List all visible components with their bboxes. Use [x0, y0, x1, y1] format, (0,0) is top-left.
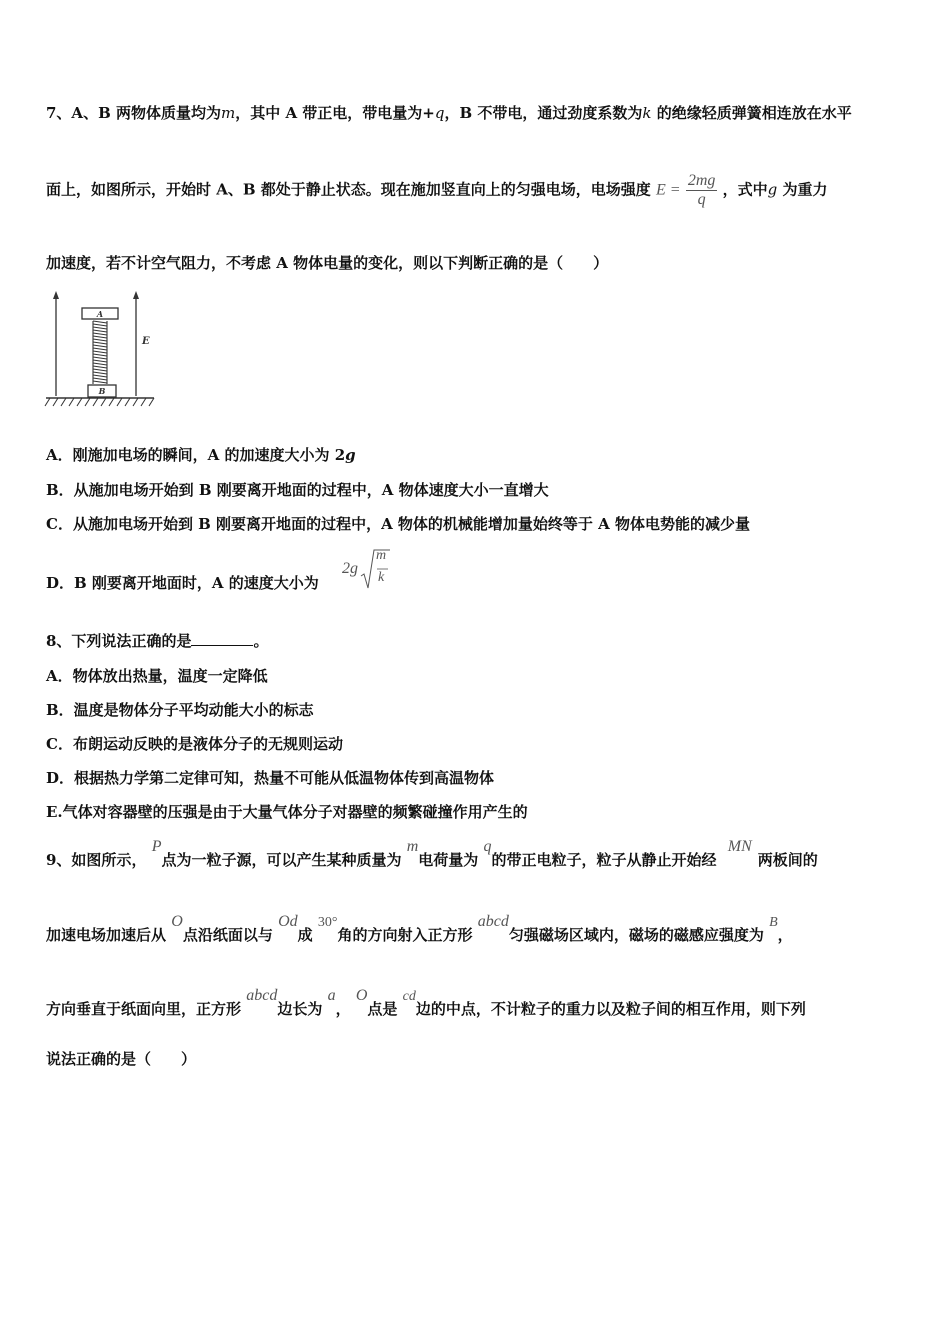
var-a: a: [327, 987, 336, 1004]
q8-text: 。: [253, 632, 269, 650]
q9-text: ，: [335, 1000, 351, 1018]
q8-option-b: B．温度是物体分子平均动能大小的标志: [46, 701, 314, 719]
q7-option-a: [46, 444, 356, 465]
q9-text: 的带正电粒子，粒子从静止开始经: [491, 851, 717, 869]
var-k: k: [642, 104, 652, 122]
var-q: q: [434, 104, 445, 122]
fraction-numerator: 2mg: [687, 172, 716, 189]
q9-text: 方向垂直于纸面向里，正方形: [46, 1000, 242, 1018]
q9-text: 两板间的: [757, 851, 818, 869]
block-b-label: B: [98, 386, 106, 396]
q7-option-c: C．从施加电场开始到 B 刚要离开地面的过程中，A 物体的机械能增加量始终等于 A 物体电势能的减少量: [46, 515, 751, 533]
q9-text: 边长为: [277, 1000, 323, 1018]
q7-stem-line1: [46, 102, 852, 123]
field-arrow-right-icon: [133, 291, 139, 299]
var-abcd: abcd: [246, 987, 278, 1004]
formula-e-fraction: [686, 172, 718, 209]
q9-text: 成: [297, 926, 313, 944]
var-g: g: [767, 180, 778, 199]
q8-option-a: A．物体放出热量，温度一定降低: [46, 667, 268, 685]
fraction-numerator: m: [376, 548, 387, 563]
var-m: m: [406, 838, 419, 855]
var-p: P: [151, 838, 162, 855]
q8-option-c: C．布朗运动反映的是液体分子的无规则运动: [46, 735, 343, 753]
q7-text: ，B 不带电，通过劲度系数为: [444, 104, 643, 122]
var-abcd: abcd: [477, 913, 509, 930]
fraction-denominator: k: [378, 570, 385, 585]
q9-text: 角的方向射入正方形: [337, 926, 473, 944]
q9-text: 边的中点，不计粒子的重力以及粒子间的相互作用，则下列: [415, 1000, 806, 1018]
var-q: q: [483, 838, 492, 855]
q9-text: 点是: [367, 1000, 398, 1018]
q9-text: ，: [777, 926, 793, 944]
formula-coef: 2g: [342, 560, 358, 577]
q9-text: 点为一粒子源，可以产生某种质量为: [161, 851, 402, 869]
q8-stem: [46, 630, 268, 651]
var-o: O: [355, 987, 368, 1004]
q7-stem-line3: 加速度，若不计空气阻力，不考虑 A 物体电量的变化，则以下判断正确的是（ ）: [46, 254, 609, 272]
var-cd: cd: [402, 989, 416, 1004]
q8-text: 8、下列说法正确的是: [46, 632, 192, 650]
option-text: A．刚施加电场的瞬间，A 的加速度大小为 2: [46, 446, 346, 464]
ground-hatch: [45, 398, 154, 406]
q9-stem-line2: [46, 913, 793, 945]
q8-option-e: E.气体对容器壁的压强是由于大量气体分子对器壁的频繁碰撞作用产生的: [46, 803, 528, 821]
field-e-label: E: [142, 336, 150, 347]
q7-text: 面上，如图所示，开始时 A、B 都处于静止状态。现在施加竖直向上的匀强电场，电场强度: [46, 180, 651, 199]
q7-stem-line2: [46, 172, 827, 209]
q7-text: 的绝缘轻质弹簧相连放在水平: [651, 104, 852, 122]
q9-stem-line4: 说法正确的是（ ）: [46, 1050, 197, 1068]
q9-stem-line3: [46, 987, 806, 1019]
block-a-label: A: [96, 309, 104, 319]
spring-icon: [93, 321, 107, 384]
field-arrow-left-icon: [53, 291, 59, 299]
option-text: D．B 刚要离开地面时，A 的速度大小为: [46, 574, 319, 592]
fraction-denominator: q: [697, 191, 706, 208]
q7-spring-figure: [44, 288, 159, 413]
var-g: g: [345, 446, 356, 464]
var-mn: MN: [727, 838, 752, 855]
q7-text: ，其中 A 带正电，带电量为+: [235, 104, 435, 122]
q9-stem-line1: [46, 838, 818, 870]
q8-option-d: D．根据热力学第二定律可知，热量不可能从低温物体传到高温物体: [46, 769, 495, 787]
q7-option-b: B．从施加电场开始到 B 刚要离开地面的过程中，A 物体速度大小一直增大: [46, 481, 549, 499]
q7-text: ，式中: [722, 180, 768, 199]
q9-text: 匀强磁场区域内，磁场的磁感应强度为: [508, 926, 764, 944]
var-b: B: [769, 915, 778, 930]
formula-e-lhs: E =: [656, 181, 681, 199]
q9-text: 加速电场加速后从: [46, 926, 167, 944]
q9-text: 电荷量为: [418, 851, 479, 869]
answer-blank[interactable]: [191, 633, 253, 646]
var-m: m: [220, 104, 236, 122]
var-o: O: [171, 913, 183, 930]
q9-text: 点沿纸面以与: [182, 926, 273, 944]
q9-text: 9、如图所示，: [46, 851, 147, 869]
q7-text: 为重力: [777, 180, 828, 199]
q7-text: 7、A、B 两物体质量均为: [46, 104, 221, 122]
angle-value: 30°: [317, 915, 338, 930]
var-od: Od: [278, 913, 298, 930]
